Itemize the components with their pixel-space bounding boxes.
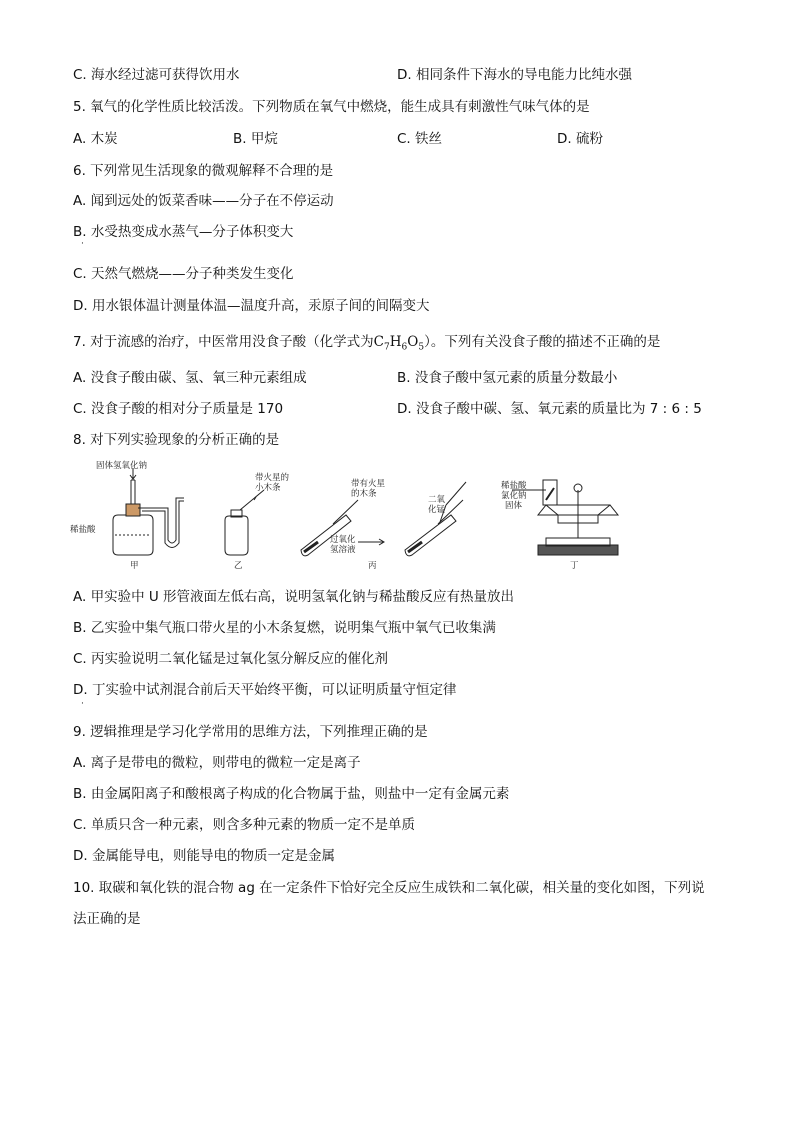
q8-option-d-mark: · [81, 699, 84, 709]
q7-formula: $C_7H_6O_5$ [373, 334, 425, 353]
q9-option-a: A. 离子是带电的微粒，则带电的微粒一定是离子 [73, 755, 361, 771]
q9-stem: 9. 逻辑推理是学习化学常用的思维方法，下列推理正确的是 [73, 724, 428, 740]
q8-option-d: D. 丁实验中试剂混合前后天平始终平衡，可以证明质量守恒定律 [73, 682, 457, 698]
q8-stem: 8. 对下列实验现象的分析正确的是 [73, 432, 280, 448]
q7-option-d: D. 没食子酸中碳、氢、氧元素的质量比为 7 : 6 : 5 [397, 401, 702, 417]
bing-label-3b: 氢溶液 [330, 545, 356, 555]
q8-experiment-figure [68, 460, 628, 575]
jia-label-top: 固体氢氧化钠 [96, 461, 148, 471]
q6-option-d: D. 用水银体温计测量体温—温度升高，汞原子间的间隔变大 [73, 298, 430, 314]
ding-label-2: 氯化钠 [501, 491, 527, 501]
q8-option-a: A. 甲实验中 U 形管液面左低右高，说明氢氧化钠与稀盐酸反应有热量放出 [73, 589, 515, 605]
bing-label-1: 带有火星 [351, 479, 386, 489]
bing-label-1b: 的木条 [351, 489, 377, 499]
q7-option-a: A. 没食子酸由碳、氢、氧三种元素组成 [73, 370, 307, 386]
q7-stem-pre: 7. 对于流感的治疗，中医常用没食子酸（化学式为 [73, 334, 374, 350]
jia-label-left: 稀盐酸 [70, 525, 96, 535]
apparatus-bing [301, 482, 466, 556]
yi-label: 带火星的 [255, 473, 290, 483]
q9-option-b: B. 由金属阳离子和酸根离子构成的化合物属于盐，则盐中一定有金属元素 [73, 786, 510, 802]
apparatus-jia [113, 468, 184, 555]
bing-caption: 丙 [368, 561, 377, 571]
ding-caption: 丁 [570, 561, 579, 571]
apparatus-ding [512, 480, 618, 555]
ding-label-3: 固体 [505, 501, 523, 511]
q4-option-d: D. 相同条件下海水的导电能力比纯水强 [397, 67, 632, 83]
q7-stem-post: ）。下列有关没食子酸的描述不正确的是 [424, 334, 661, 350]
q5-option-b: B. 甲烷 [233, 131, 278, 147]
q9-option-d: D. 金属能导电，则能导电的物质一定是金属 [73, 848, 335, 864]
bing-label-3: 过氧化 [330, 535, 356, 545]
q9-option-c: C. 单质只含一种元素，则含多种元素的物质一定不是单质 [73, 817, 416, 833]
yi-label-2: 小木条 [255, 483, 281, 493]
bing-label-2: 二氧 [428, 495, 446, 505]
apparatus-yi [225, 490, 264, 555]
q7-option-c: C. 没食子酸的相对分子质量是 170 [73, 401, 284, 417]
bing-label-2b: 化锰 [428, 505, 446, 515]
jia-caption: 甲 [130, 561, 139, 571]
q5-option-d: D. 硫粉 [557, 131, 603, 147]
q6-option-b: B. 水受热变成水蒸气—分子体积变大 [73, 224, 294, 240]
q7-option-b: B. 没食子酸中氢元素的质量分数最小 [397, 370, 618, 386]
q8-option-b: B. 乙实验中集气瓶口带火星的小木条复燃，说明集气瓶中氧气已收集满 [73, 620, 496, 636]
q7-stem [73, 333, 660, 357]
q8-option-c: C. 丙实验说明二氧化锰是过氧化氢分解反应的催化剂 [73, 651, 389, 667]
q10-stem-line-1: 10. 取碳和氧化铁的混合物 ag 在一定条件下恰好完全反应生成铁和二氧化碳，相关量的变化如图，下列说 [73, 880, 705, 896]
q6-option-a: A. 闻到远处的饭菜香味——分子在不停运动 [73, 193, 334, 209]
q5-option-c: C. 铁丝 [397, 131, 443, 147]
yi-caption: 乙 [234, 561, 243, 571]
ding-label-1: 稀盐酸 [501, 481, 527, 491]
q5-stem: 5. 氧气的化学性质比较活泼。下列物质在氧气中燃烧，能生成具有刺激性气味气体的是 [73, 99, 590, 115]
q6-option-c: C. 天然气燃烧——分子种类发生变化 [73, 266, 294, 282]
q4-option-c: C. 海水经过滤可获得饮用水 [73, 67, 240, 83]
q10-stem-line-2: 法正确的是 [73, 911, 141, 927]
q5-option-a: A. 木炭 [73, 131, 118, 147]
q6-option-b-mark: · [81, 239, 84, 249]
q6-stem: 6. 下列常见生活现象的微观解释不合理的是 [73, 163, 334, 179]
